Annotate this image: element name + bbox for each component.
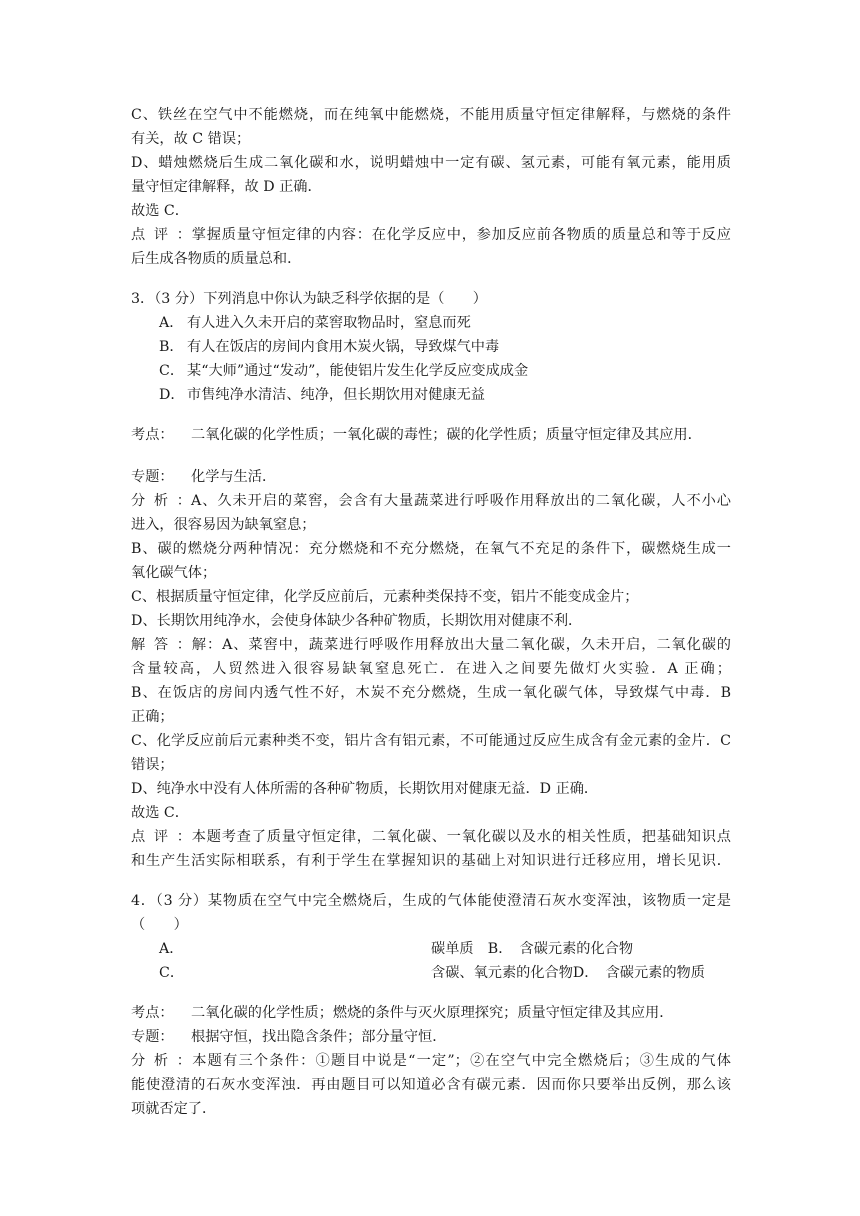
question-stem: 4．（3 分）某物质在空气中完全燃烧后，生成的气体能使澄清石灰水变浑浊，该物质一定是 — [131, 893, 731, 909]
jieda-line — [131, 633, 731, 657]
fenxi-text: A、久未开启的菜窖，会含有大量蔬菜进行呼吸作用释放出的二氧化碳，人不小心 — [191, 493, 731, 509]
text-line: 后生成各物质的质量总和． — [131, 251, 302, 267]
text-line: 错误； — [131, 757, 174, 773]
text-line: C、化学反应前后元素种类不变，铝片含有铝元素，不可能通过反应生成含有金元素的金片．C — [131, 733, 731, 749]
text-line: D、长期饮用纯净水，会使身体缺少各种矿物质，长期饮用对健康不利． — [131, 613, 583, 629]
previous-question-tail — [131, 103, 731, 271]
kaodian-line — [131, 1001, 731, 1025]
text-line: D、纯净水中没有人体所需的各种矿物质，长期饮用对健康无益．D 正确． — [131, 781, 599, 797]
option-c-text: 含碳、氧元素的化合物 — [431, 965, 573, 981]
text-line: D、蜡烛燃烧后生成二氧化碳和水，说明蜡烛中一定有碳、氢元素，可能有氧元素，能用质 — [131, 155, 731, 171]
fenxi-text: 本题有三个条件：①题目中说是“一定”；②在空气中完全燃烧后；③生成的气体 — [191, 1053, 731, 1069]
fenxi-label: 分析： — [131, 493, 191, 509]
jieda-label: 解答： — [131, 637, 191, 653]
text-line: 氧化碳气体； — [131, 565, 217, 581]
kaodian-label: 考点： — [131, 1005, 174, 1021]
text-line: 故选 C． — [131, 805, 189, 821]
text-line: B、在饭店的房间内透气性不好，木炭不充分燃烧，生成一氧化碳气体，导致煤气中毒．B — [131, 685, 731, 701]
review-label: 点评： — [131, 227, 191, 243]
option-c — [131, 359, 731, 383]
jieda-text: 解：A、菜窖中，蔬菜进行呼吸作用释放出大量二氧化碳，久未开启，二氧化碳的 — [191, 637, 731, 653]
option-letter: C． — [159, 363, 185, 379]
document-page — [131, 103, 731, 1121]
text-line: 和生产生活实际相联系，有利于学生在掌握知识的基础上对知识进行迁移应用，增长见识． — [131, 853, 731, 869]
option-cd-text — [431, 961, 705, 985]
option-b — [131, 335, 731, 359]
question-stem: 3．（3 分）下列消息中你认为缺乏科学依据的是（ ） — [131, 291, 487, 307]
option-d-text: 含碳元素的物质 — [605, 965, 705, 981]
dianping-text: 本题考查了质量守恒定律，二氧化碳、一氧化碳以及水的相关性质，把基础知识点 — [191, 829, 731, 845]
blank-line — [131, 447, 731, 465]
option-text: 某“大师”通过“发动”，能使铝片发生化学反应变成成金 — [187, 363, 529, 379]
option-letter: C． — [159, 965, 185, 981]
kaodian-text: 二氧化碳的化学性质；燃烧的条件与灭火原理探究；质量守恒定律及其应用． — [191, 1005, 674, 1021]
spacer — [131, 985, 731, 1001]
option-a-text: 碳单质 — [431, 941, 474, 957]
text-line: C、根据质量守恒定律，化学反应前后，元素种类保持不变，铝片不能变成金片； — [131, 589, 639, 605]
text-line: 正确； — [131, 709, 174, 725]
zhuanti-line — [131, 1025, 731, 1049]
question-3 — [131, 287, 731, 873]
spacer — [131, 407, 731, 423]
review-line — [131, 223, 731, 247]
dianping-label: 点评： — [131, 829, 191, 845]
text-line: 量守恒定律解释，故 D 正确． — [131, 179, 322, 195]
text-line: 项就否定了． — [131, 1101, 217, 1117]
option-letter: D． — [572, 965, 599, 981]
kaodian-label: 考点： — [131, 427, 174, 443]
zhuanti-label: 专题： — [131, 1029, 174, 1045]
text-line: 有关，故 C 错误； — [131, 131, 251, 147]
options-row-cd — [131, 961, 731, 985]
text-line: B、碳的燃烧分两种情况：充分燃烧和不充分燃烧，在氧气不充足的条件下，碳燃烧生成一 — [131, 541, 731, 557]
fenxi-line — [131, 489, 731, 513]
option-a — [131, 311, 731, 335]
option-letter: D． — [159, 387, 185, 403]
spacer — [131, 873, 731, 889]
option-letter: B． — [159, 339, 184, 355]
text-line: 故选 C． — [131, 203, 189, 219]
text-line: 含量较高，人贸然进入很容易缺氧窒息死亡．在进入之间要先做灯火实验．A 正确； — [131, 661, 731, 677]
question-4 — [131, 889, 731, 1121]
option-d — [131, 383, 731, 407]
zhuanti-label: 专题： — [131, 469, 174, 485]
text-line: C、铁丝在空气中不能燃烧，而在纯氧中能燃烧，不能用质量守恒定律解释，与燃烧的条件 — [131, 107, 731, 123]
kaodian-text: 二氧化碳的化学性质；一氧化碳的毒性；碳的化学性质；质量守恒定律及其应用． — [191, 427, 702, 443]
zhuanti-line — [131, 465, 731, 489]
option-letter: A． — [159, 315, 184, 331]
dianping-line — [131, 825, 731, 849]
question-stem-cont: （ ） — [131, 917, 188, 933]
options-row-ab — [131, 937, 731, 961]
fenxi-line — [131, 1049, 731, 1073]
option-text: 市售纯净水清洁、纯净，但长期饮用对健康无益 — [187, 387, 485, 403]
text-line: 进入，很容易因为缺氧窒息； — [131, 517, 316, 533]
option-b-text: 含碳元素的化合物 — [519, 941, 634, 957]
option-text: 有人在饭店的房间内食用木炭火锅，导致煤气中毒 — [187, 339, 500, 355]
spacer — [131, 271, 731, 287]
fenxi-label: 分析： — [131, 1053, 191, 1069]
option-text: 有人进入久未开启的菜窖取物品时，窒息而死 — [187, 315, 471, 331]
zhuanti-text: 化学与生活． — [191, 469, 277, 485]
text-line: 能使澄清的石灰水变浑浊．再由题目可以知道必含有碳元素．因而你只要举出反例，那么该 — [131, 1077, 731, 1093]
option-letter: A． — [159, 941, 184, 957]
kaodian-line — [131, 423, 731, 447]
option-letter: B． — [487, 941, 513, 957]
zhuanti-text: 根据守恒，找出隐含条件；部分量守恒． — [191, 1029, 447, 1045]
option-ab-text — [431, 937, 633, 961]
review-text: 掌握质量守恒定律的内容：在化学反应中，参加反应前各物质的质量总和等于反应 — [191, 227, 731, 243]
